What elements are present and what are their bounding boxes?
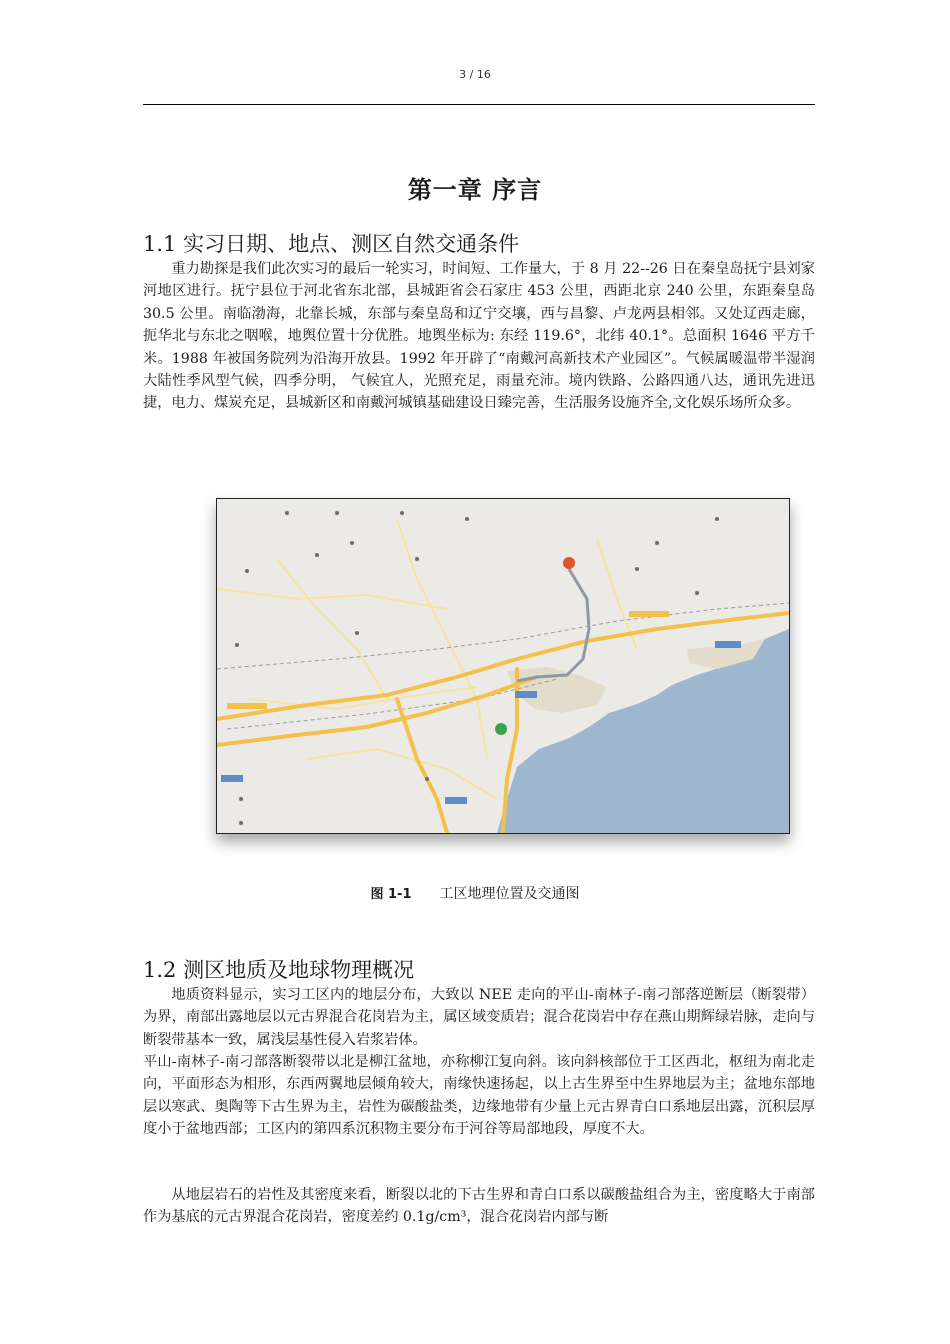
map-graphic — [217, 499, 789, 833]
chapter-title: 第一章 序言 — [407, 176, 543, 204]
section-1-2-paragraph-3: 从地层岩石的岩性及其密度来看，断裂以北的下古生界和青白口系以碳酸盐组合为主，密度略大于南部作为基底的元古界混合花岗岩，密度差约 0.1g/cm³，混合花岗岩内部与断 — [143, 1187, 815, 1226]
header-divider — [143, 104, 815, 105]
section-1-1-paragraph: 重力勘探是我们此次实习的最后一轮实习，时间短、工作量大，于 8 月 22--26 日在秦皇岛抚宁县刘家河地区进行。抚宁县位于河北省东北部，县城距省会石家庄 453 公里，西距北京 240 公里，东距秦皇岛 30.5 公里。南临渤海，北靠长城，东部与秦皇岛和辽宁交壤，西与昌黎、卢龙两县相邻。又处辽西走廊，扼华北与东北之咽喉，地舆位置十分优胜。地舆坐标为: 东经 119.6°，北纬 40.1°。总面积 1646 平方千米。1988 年被国务院列为沿海开放县。1992 年开辟了“南戴河高新技术产业园区”。气候属暖温带半湿润大陆性季风型气候，四季分明， 气候宜人，光照充足，雨量充沛。境内铁路、公路四通八达，通讯先进迅捷，电力、煤炭充足，县城新区和南戴河城镇基础建设日臻完善，生活服务设施齐全,文化娱乐场所众多。 — [143, 261, 815, 412]
page-number: 3 / 16 — [459, 68, 491, 81]
figure-caption — [0, 883, 950, 903]
section-1-2-title: 1.2 测区地质及地球物理概况 — [143, 958, 415, 982]
figure-caption-text: 工区地理位置及交通图 — [439, 886, 580, 902]
location-traffic-map — [216, 498, 790, 834]
section-1-2-paragraph-2: 平山-南林子-南刁部落断裂带以北是柳江盆地，亦称柳江复向斜。该向斜核部位于工区西北，枢纽为南北走向，平面形态为相形，东西两翼地层倾角较大，南缘快速扬起，以上古生界至中生界地层为主；盆地东部地层以寒武、奥陶等下古生界为主，岩性为碳酸盐类，边缘地带有少量上元古界青白口系地层出露，沉积层厚度小于盆地西部；工区内的第四系沉积物主要分布于河谷等局部地段，厚度不大。 — [143, 1054, 815, 1138]
figure-number: 图 1-1 — [370, 887, 412, 902]
section-1-1-title: 1.1 实习日期、地点、测区自然交通条件 — [143, 232, 520, 256]
section-1-2-paragraph-1: 地质资料显示，实习工区内的地层分布，大致以 NEE 走向的平山-南林子-南刁部落逆断层（断裂带）为界，南部出露地层以元古界混合花岗岩为主，属区域变质岩；混合花岗岩中存在燕山期辉绿岩脉，走向与断裂带基本一致，属浅层基性侵入岩浆岩体。 — [143, 987, 815, 1048]
